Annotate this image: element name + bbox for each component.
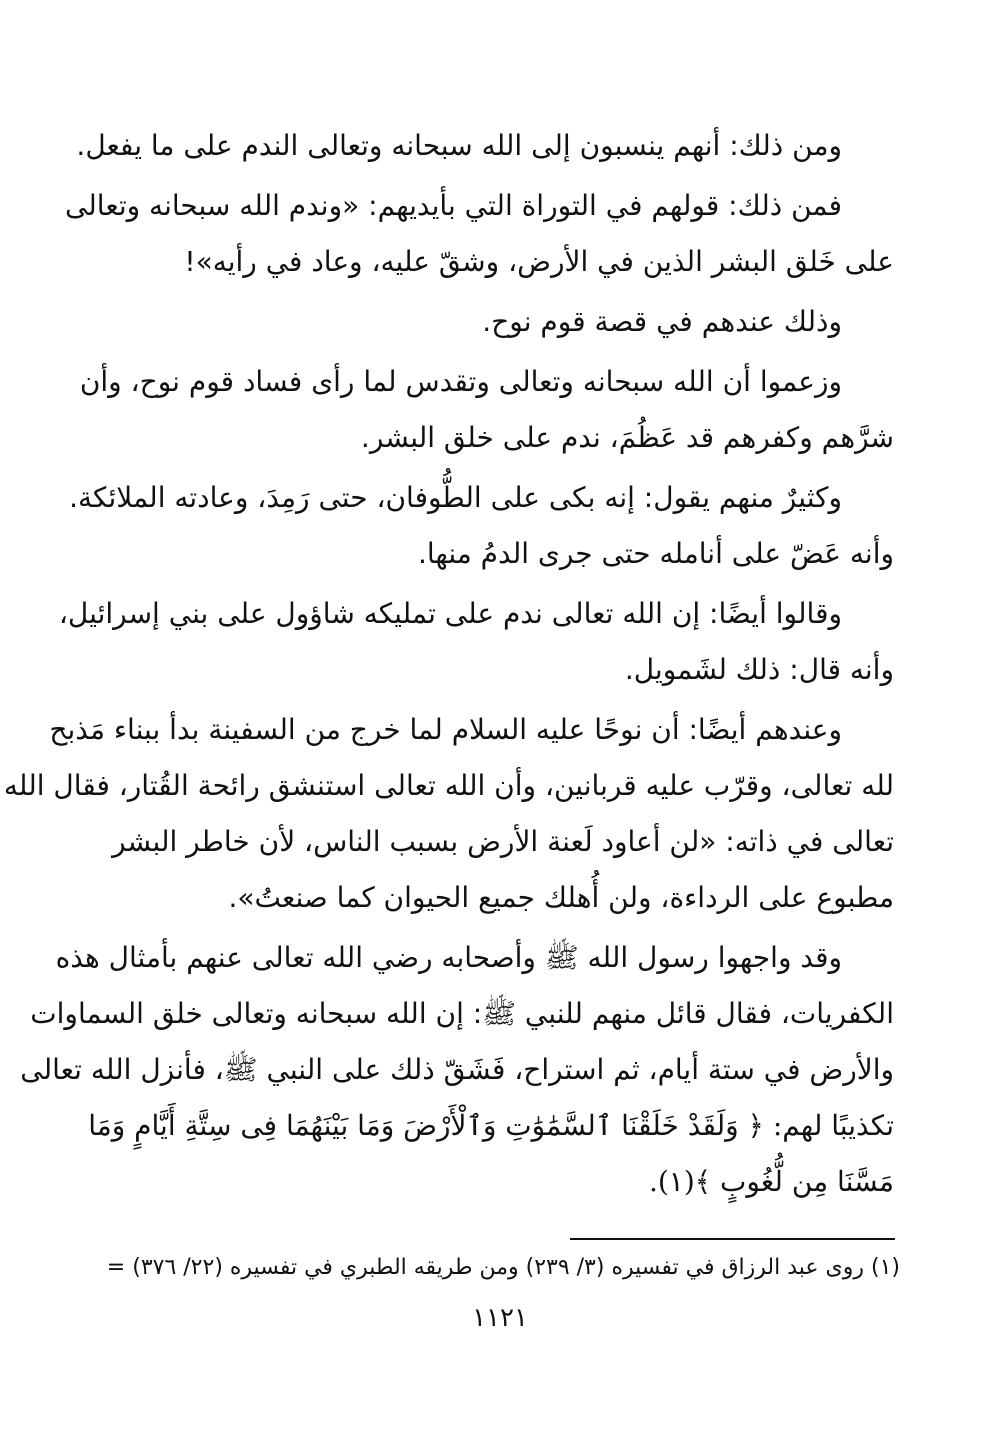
paragraph-6 (58, 586, 894, 698)
page-number: ١١٢١ (472, 1303, 528, 1333)
paragraph-1 (76, 118, 894, 174)
paragraph-4 (79, 354, 894, 466)
text-line: شرَّهم وكفرهم قد عَظُمَ، ندم على خلق البشر. (360, 421, 894, 454)
paragraph-8 (20, 930, 894, 1210)
text-line: وذلك عندهم في قصة قوم نوح. (482, 305, 842, 338)
footnote-separator (570, 1238, 895, 1240)
paragraph-3 (118, 294, 894, 350)
text-line: الكفريات، فقال قائل منهم للنبي ﷺ: إن الله سبحانه وتعالى خلق السماوات (30, 997, 894, 1030)
text-line: وأنه قال: ذلك لشَمويل. (624, 653, 894, 686)
text-line: تعالى في ذاته: «لن أعاود لَعنة الأرض بسبب الناس، لأن خاطر البشر (112, 825, 894, 858)
text-line: فمن ذلك: قولهم في التوراة التي بأيديهم: «وندم الله سبحانه وتعالى (64, 189, 842, 222)
text-line: ومن ذلك: أنهم ينسبون إلى الله سبحانه وتعالى الندم على ما يفعل. (76, 129, 842, 162)
text-line: وعندهم أيضًا: أن نوحًا عليه السلام لما خرج من السفينة بدأ ببناء مَذبح (49, 713, 842, 746)
paragraph-7 (3, 702, 894, 926)
text-line: وكثيرٌ منهم يقول: إنه بكى على الطُّوفان، حتى رَمِدَ، وعادته الملائكة. (69, 481, 842, 514)
footnote: (١) روى عبد الرزاق في تفسيره (٣/ ٢٣٩) ومن طريقه الطبري في تفسيره (٢٢/ ٣٧٦) = (106, 1255, 900, 1280)
text-line: وقد واجهوا رسول الله ﷺ وأصحابه رضي الله تعالى عنهم بأمثال هذه (55, 941, 842, 974)
quran-verse-line: مَسَّنَا مِن لُّغُوبٍ ﴾(١). (648, 1165, 894, 1198)
paragraph-5 (69, 470, 894, 582)
text-line: وأنه عَضّ على أنامله حتى جرى الدمُ منها. (417, 537, 894, 570)
text-line: على خَلق البشر الذين في الأرض، وشقّ عليه، وعاد في رأيه»! (184, 245, 894, 278)
main-text (3, 118, 894, 1214)
text-line: مطبوع على الرداءة، ولن أُهلك جميع الحيوان كما صنعتُ». (228, 881, 894, 914)
paragraph-2 (64, 178, 894, 290)
quran-verse-line: تكذيبًا لهم: ﴿ وَلَقَدْ خَلَقْنَا ٱلسَّمَٰوَٰتِ وَٱلْأَرْضَ وَمَا بَيْنَهُمَا فِى سِتَّةِ أَيَّامٍ وَمَا (88, 1109, 894, 1142)
text-line: والأرض في ستة أيام، ثم استراح، فَشَقّ ذلك على النبي ﷺ، فأنزل الله تعالى (20, 1053, 894, 1086)
text-line: لله تعالى، وقرّب عليه قربانين، وأن الله تعالى استنشق رائحة القُتار، فقال الله (3, 769, 894, 802)
text-line: وقالوا أيضًا: إن الله تعالى ندم على تمليكه شاؤول على بني إسرائيل، (58, 597, 842, 630)
text-line: وزعموا أن الله سبحانه وتعالى وتقدس لما رأى فساد قوم نوح، وأن (79, 365, 842, 398)
